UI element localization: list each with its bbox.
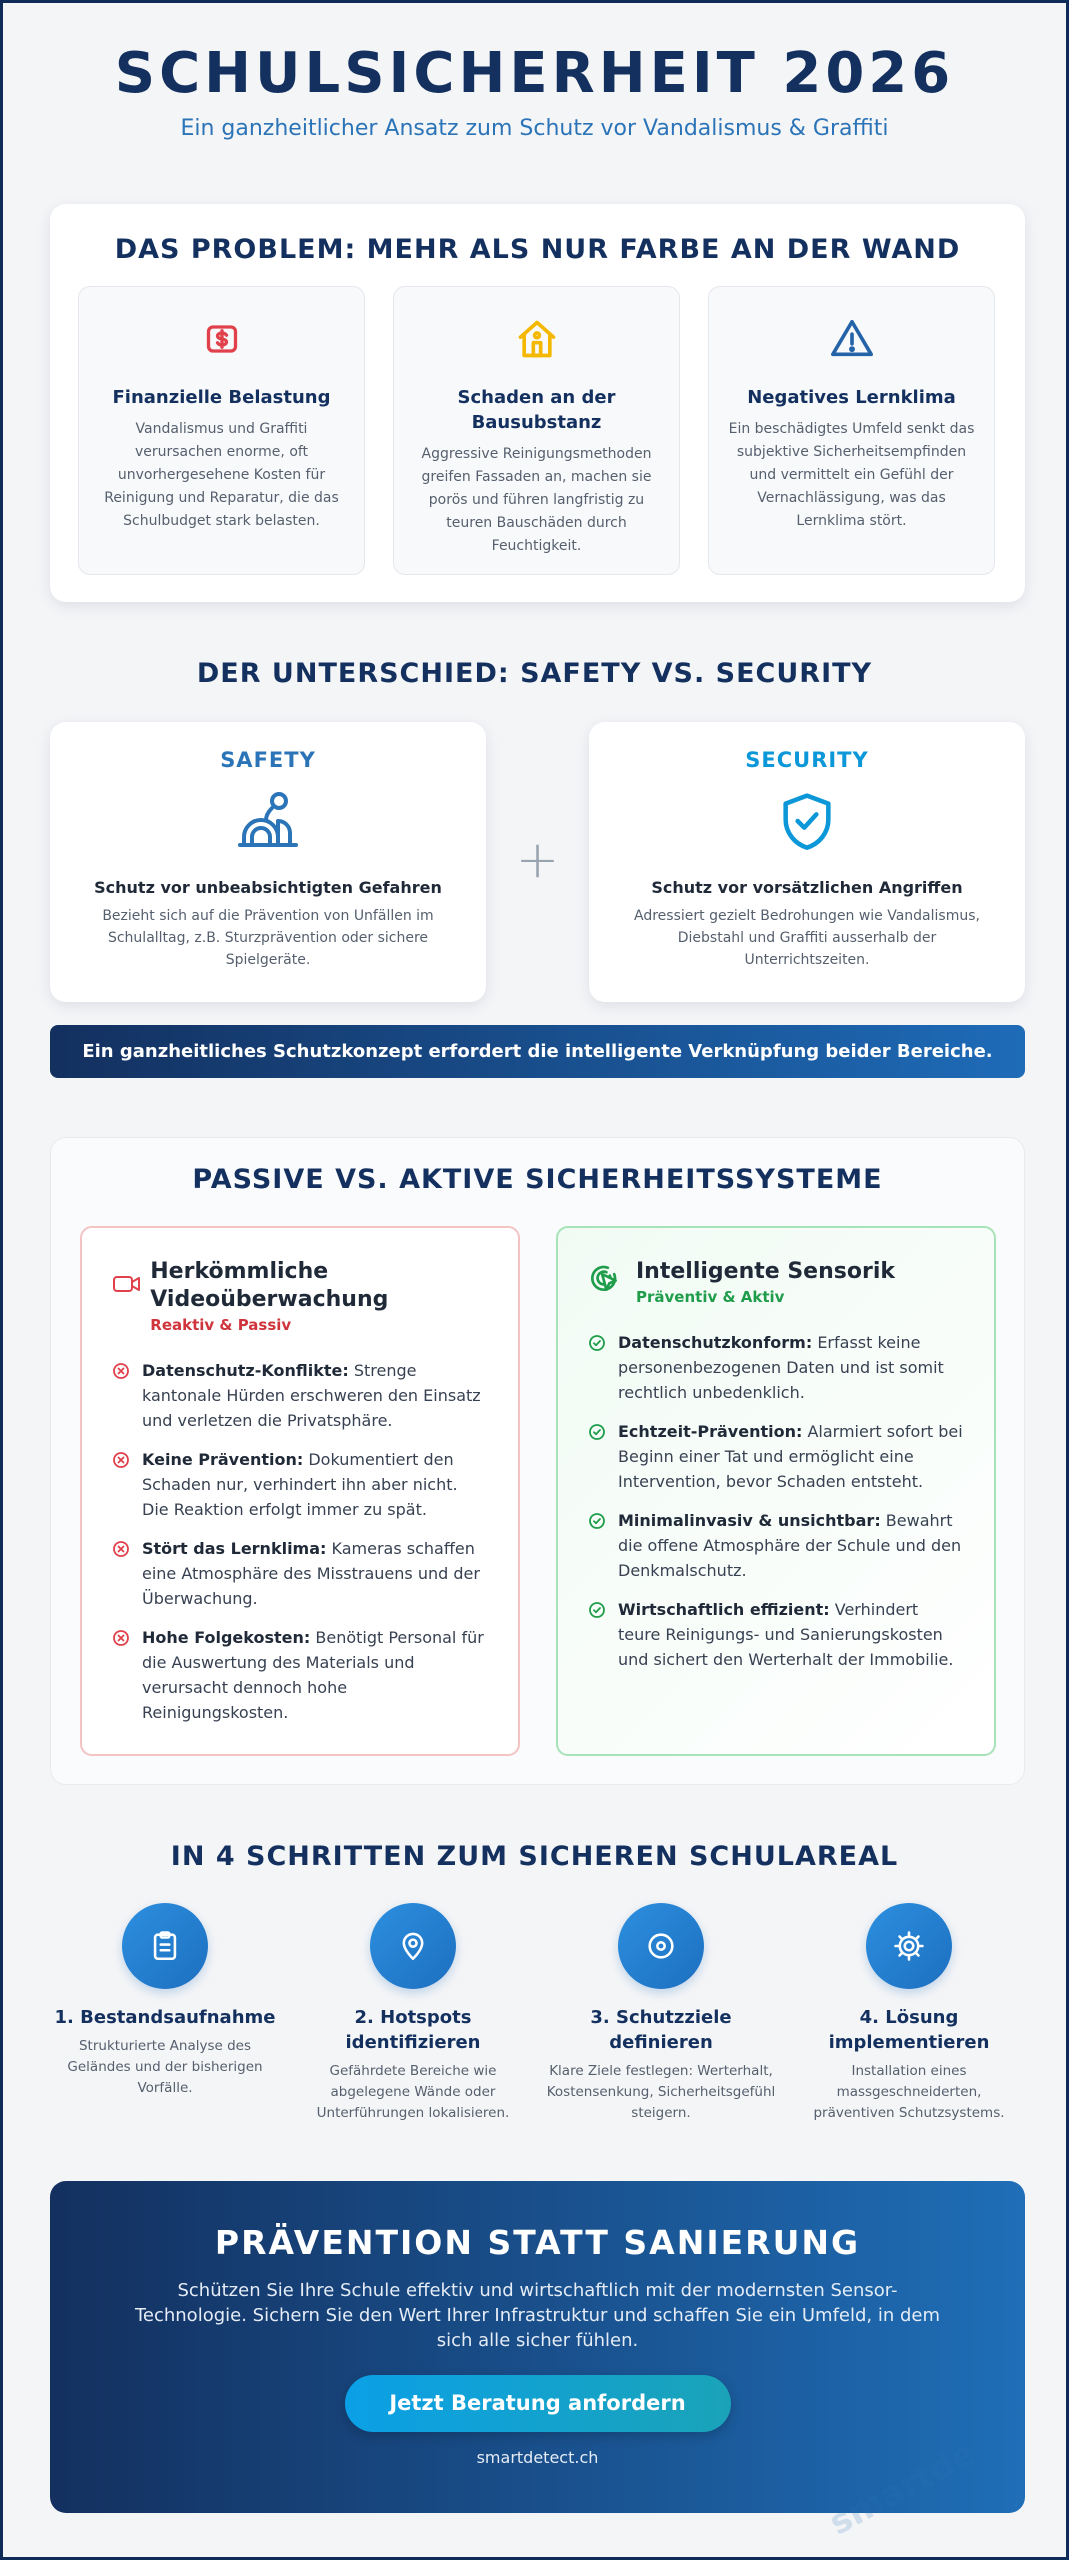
x-circle-icon: [112, 1536, 142, 1565]
problem-item-building: [393, 286, 680, 575]
list-item-bold: Keine Prävention:: [142, 1450, 304, 1469]
warning-icon: [727, 313, 976, 365]
list-item-bold: Stört das Lernklima:: [142, 1539, 327, 1558]
house-icon: [412, 313, 661, 365]
plus-sign: +: [515, 830, 560, 890]
passive-list: [112, 1358, 488, 1725]
x-circle-icon: [112, 1358, 142, 1387]
list-item: [112, 1358, 488, 1433]
step-title: 4. Lösung implementieren: [828, 2007, 990, 2053]
systems-section: [50, 1137, 1025, 1785]
concept-banner: Ein ganzheitliches Schutzkonzept erfordert die intelligente Verknüpfung beider Bereiche.: [50, 1025, 1025, 1078]
step-text: Installation eines massgeschneiderten, präventiven Schutzsystems.: [813, 2063, 1005, 2121]
step-2: [298, 1903, 528, 2124]
cta-text: Schützen Sie Ihre Schule effektiv und wirtschaftlich mit der modernsten Sensor-Technologie. Sichern Sie den Wert Ihrer Infrastruktur und schaffen Sie ein Umfeld, in dem sich alle sicher fühlen.: [134, 2280, 941, 2351]
active-title: Intelligente Sensorik: [636, 1259, 895, 1284]
step-text: Klare Ziele festlegen: Werterhalt, Kostensenkung, Sicherheitsgefühl steigern.: [546, 2063, 776, 2121]
shield-check-icon: [619, 784, 995, 858]
problem-item-title: Schaden an der Bausubstanz: [457, 387, 616, 433]
list-item: [112, 1536, 488, 1611]
security-text: Adressiert gezielt Bedrohungen wie Vandalismus, Diebstahl und Graffiti ausserhalb der Unterrichtszeiten.: [634, 908, 980, 968]
problem-title: DAS PROBLEM: MEHR ALS NUR FARBE AN DER WAND: [114, 234, 961, 265]
active-tag: Präventiv & Aktiv: [636, 1288, 785, 1306]
passive-tag: Reaktiv & Passiv: [150, 1316, 292, 1334]
list-item: [588, 1419, 964, 1494]
gear-icon: [866, 1903, 952, 1989]
problem-item-text: Aggressive Reinigungsmethoden greifen Fassaden an, machen sie porös und führen langfristig zu teuren Bauschäden durch Feuchtigkeit.: [421, 446, 652, 554]
systems-title: PASSIVE VS. AKTIVE SICHERHEITSSYSTEME: [192, 1164, 883, 1195]
difference-title: DER UNTERSCHIED: SAFETY VS. SECURITY: [196, 658, 873, 689]
clipboard-icon: [122, 1903, 208, 1989]
problem-item-title: Negatives Lernklima: [747, 387, 956, 408]
list-item: [588, 1597, 964, 1672]
list-item-bold: Datenschutzkonform:: [618, 1333, 813, 1352]
active-list: [588, 1330, 964, 1672]
step-text: Strukturierte Analyse des Geländes und der bisherigen Vorfälle.: [67, 2038, 263, 2096]
money-icon: [97, 313, 346, 365]
security-label: SECURITY: [745, 748, 869, 772]
list-item-bold: Datenschutz-Konflikte:: [142, 1361, 349, 1380]
target-icon: [618, 1903, 704, 1989]
page-title: SCHULSICHERHEIT 2026: [114, 41, 955, 106]
list-item-bold: Minimalinvasiv & unsichtbar:: [618, 1511, 881, 1530]
step-title: 2. Hotspots identifizieren: [345, 2007, 481, 2053]
problem-item-climate: [708, 286, 995, 575]
list-item: [112, 1447, 488, 1522]
step-title: 1. Bestandsaufnahme: [54, 2007, 276, 2028]
sensor-touch-icon: [588, 1258, 636, 1298]
safety-subtitle: Schutz vor unbeabsichtigten Gefahren: [94, 878, 442, 897]
list-item-text: Bewahrt die offene Atmosphäre der Schule und den Denkmalschutz.: [618, 1511, 962, 1580]
list-item-text: Alarmiert sofort bei Beginn einer Tat und ermöglicht eine Intervention, bevor Schaden entsteht.: [618, 1422, 963, 1491]
list-item: [588, 1330, 964, 1405]
list-item-bold: Echtzeit-Prävention:: [618, 1422, 803, 1441]
list-item-text: Erfasst keine personenbezogenen Daten und ist somit rechtlich unbedenklich.: [618, 1333, 944, 1402]
list-item-bold: Hohe Folgekosten:: [142, 1628, 311, 1647]
list-item-bold: Wirtschaftlich effizient:: [618, 1600, 830, 1619]
step-3: [546, 1903, 776, 2124]
list-item-text: Kameras schaffen eine Atmosphäre des Misstrauens und der Überwachung.: [142, 1539, 480, 1608]
page-subtitle: Ein ganzheitlicher Ansatz zum Schutz vor Vandalismus & Graffiti: [180, 116, 889, 141]
security-card: [589, 722, 1025, 1002]
safety-text: Bezieht sich auf die Prävention von Unfällen im Schulalltag, z.B. Sturzprävention oder sichere Spielgeräte.: [102, 908, 434, 968]
check-circle-icon: [588, 1597, 618, 1626]
list-item-text: Benötigt Personal für die Auswertung des Materials und verursacht dennoch hohe Reinigungskosten.: [142, 1628, 484, 1722]
step-4: [794, 1903, 1024, 2124]
cta-title: PRÄVENTION STATT SANIERUNG: [214, 2223, 861, 2262]
website-link[interactable]: smartdetect.ch: [476, 2448, 599, 2467]
check-circle-icon: [588, 1419, 618, 1448]
check-circle-icon: [588, 1330, 618, 1359]
problem-item-financial: [78, 286, 365, 575]
passive-title: Herkömmliche Videoüberwachung: [150, 1259, 389, 1312]
steps-title: IN 4 SCHRITTEN ZUM SICHEREN SCHULAREAL: [170, 1841, 899, 1872]
list-item: [112, 1625, 488, 1725]
video-camera-icon: [112, 1258, 150, 1300]
security-subtitle: Schutz vor vorsätzlichen Angriffen: [651, 878, 963, 897]
passive-system-box: [80, 1226, 520, 1756]
list-item: [588, 1508, 964, 1583]
active-system-box: [556, 1226, 996, 1756]
x-circle-icon: [112, 1447, 142, 1476]
cta-section: [50, 2181, 1025, 2513]
x-circle-icon: [112, 1625, 142, 1654]
request-consultation-button[interactable]: Jetzt Beratung anfordern: [345, 2375, 731, 2432]
check-circle-icon: [588, 1508, 618, 1537]
list-item-text: Dokumentiert den Schaden nur, verhindert ihn aber nicht. Die Reaktion erfolgt immer zu spät.: [142, 1450, 458, 1519]
problem-item-text: Ein beschädigtes Umfeld senkt das subjektive Sicherheitsempfinden und vermittelt ein Gefühl der Vernachlässigung, was das Lernklima stört.: [728, 421, 975, 529]
problem-item-text: Vandalismus und Graffiti verursachen enorme, oft unvorhergesehene Kosten für Reinigung und Reparatur, die das Schulbudget stark belasten.: [104, 421, 339, 529]
problem-section: [50, 204, 1025, 602]
safety-label: SAFETY: [220, 748, 316, 772]
step-text: Gefährdete Bereiche wie abgelegene Wände oder Unterführungen lokalisieren.: [316, 2063, 510, 2121]
step-1: [50, 1903, 280, 2099]
map-pin-icon: [370, 1903, 456, 1989]
problem-item-title: Finanzielle Belastung: [112, 387, 331, 408]
list-item-text: Verhindert teure Reinigungs- und Sanierungskosten und sichert den Werterhalt der Immobilie.: [618, 1600, 954, 1669]
list-item-text: Strenge kantonale Hürden erschweren den Einsatz und verletzen die Privatsphäre.: [142, 1361, 481, 1430]
watermark: smartde: [823, 2433, 983, 2544]
step-title: 3. Schutzziele definieren: [590, 2007, 732, 2053]
